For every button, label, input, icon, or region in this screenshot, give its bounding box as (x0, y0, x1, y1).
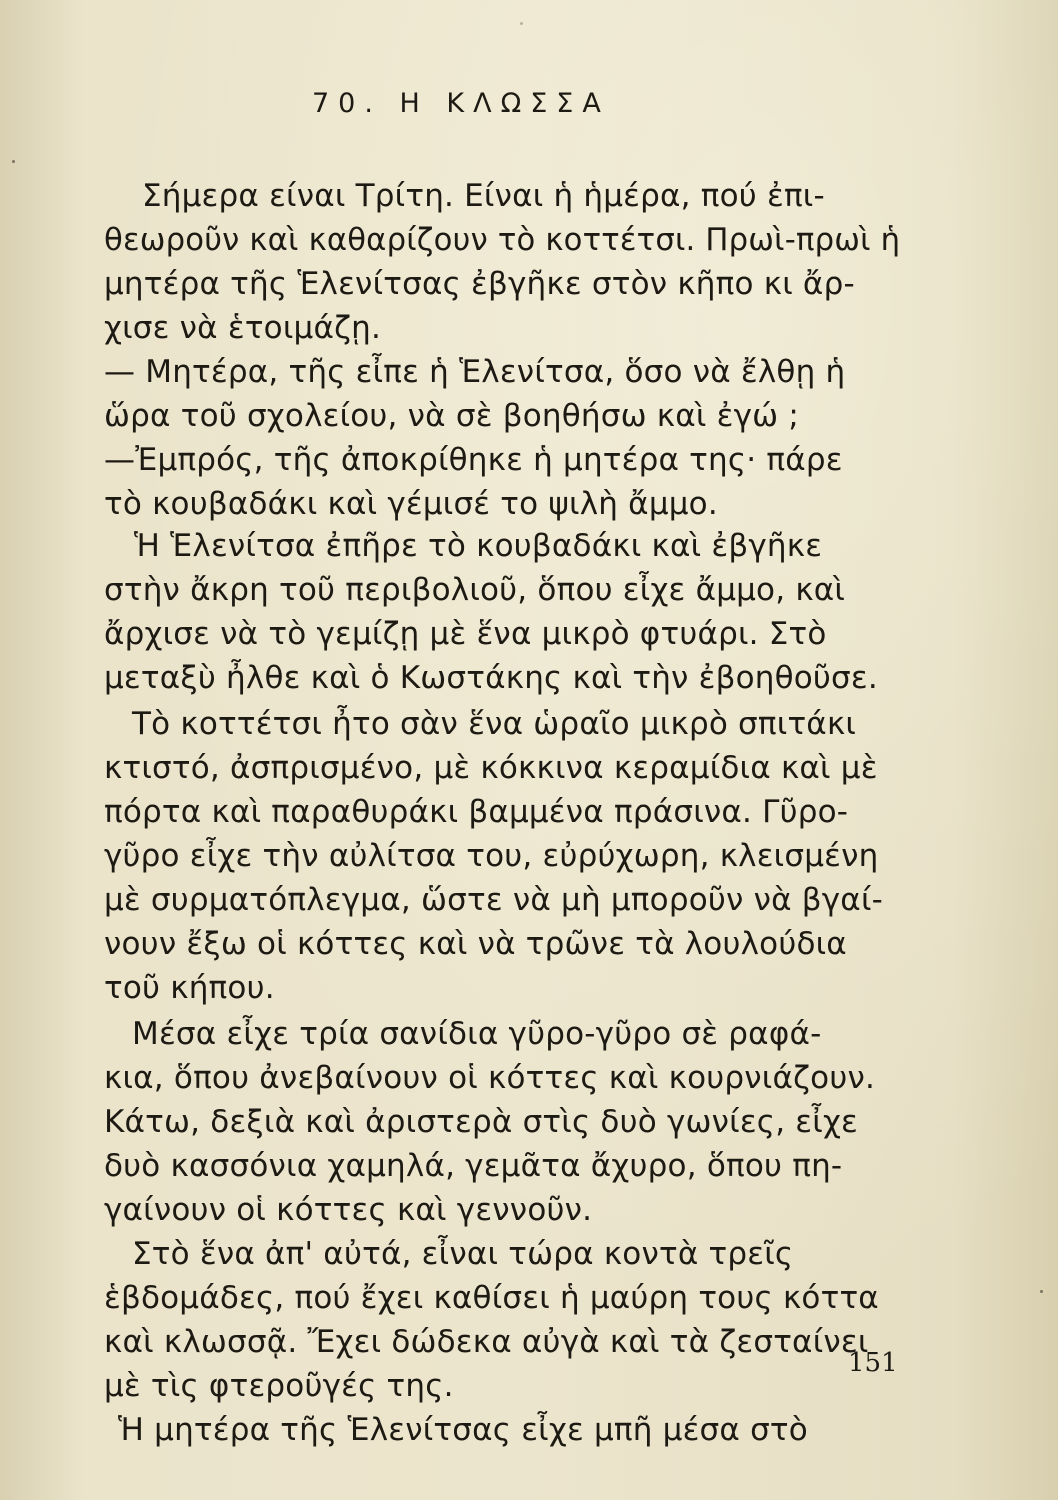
text-line: νουν ἔξω οἱ κόττες καὶ νὰ τρῶνε τὰ λουλούδια (104, 926, 847, 962)
text-line: —Ἐμπρός, τῆς ἀποκρίθηκε ἡ μητέρα της· πάρε (104, 442, 843, 478)
print-speck (520, 22, 523, 25)
text-line: μητέρα τῆς Ἑλενίτσας ἐβγῆκε στὸν κῆπο κι ἄρ- (104, 266, 855, 302)
text-line: τοῦ κήπου. (104, 970, 275, 1006)
text-line: κια, ὅπου ἀνεβαίνουν οἱ κόττες καὶ κουρνιάζουν. (104, 1060, 876, 1096)
print-speck (1040, 1290, 1043, 1293)
chapter-title: 70. Η ΚΛΩΣΣΑ (312, 88, 610, 119)
text-line: Κάτω, δεξιὰ καὶ ἀριστερὰ στὶς δυὸ γωνίες, εἶχε (104, 1104, 859, 1140)
text-line: στὴν ἄκρη τοῦ περιβολιοῦ, ὅπου εἶχε ἄμμο, καὶ (104, 572, 846, 608)
text-line: Σήμερα είναι Τρίτη. Είναι ἡ ἡμέρα, πού ἐπι- (142, 178, 825, 214)
text-line: ἄρχισε νὰ τὸ γεμίζῃ μὲ ἕνα μικρὸ φτυάρι. Στὸ (104, 616, 827, 652)
text-line: δυὸ κασσόνια χαμηλά, γεμᾶτα ἄχυρο, ὅπου πη- (104, 1148, 843, 1184)
text-line: πόρτα καὶ παραθυράκι βαμμένα πράσινα. Γῦρο- (104, 794, 849, 830)
text-line: τὸ κουβαδάκι καὶ γέμισέ το ψιλὴ ἄμμο. (104, 486, 718, 522)
text-line: γῦρο εἶχε τὴν αὐλίτσα του, εὐρύχωρη, κλεισμένη (104, 838, 879, 874)
text-line: Στὸ ἕνα ἀπ' αὐτά, εἶναι τώρα κοντὰ τρεῖς (132, 1236, 794, 1272)
text-line: χισε νὰ ἑτοιμάζῃ. (104, 310, 382, 346)
text-line: κτιστό, ἀσπρισμένο, μὲ κόκκινα κεραμίδια καὶ μὲ (104, 750, 878, 786)
text-line: Ἡ Ἑλενίτσα ἐπῆρε τὸ κουβαδάκι καὶ ἐβγῆκε (134, 528, 823, 564)
text-line: μὲ συρματόπλεγμα, ὥστε νὰ μὴ μποροῦν νὰ βγαί- (104, 882, 884, 918)
text-line: ἑβδομάδες, πού ἔχει καθίσει ἡ μαύρη τους κόττα (104, 1280, 879, 1316)
text-line: Τὸ κοττέτσι ἦτο σὰν ἕνα ὡραῖο μικρὸ σπιτάκι (132, 706, 857, 742)
page-number: 151 (848, 1348, 898, 1378)
text-line: Μέσα εἶχε τρία σανίδια γῦρο-γῦρο σὲ ραφά- (132, 1016, 822, 1052)
print-speck (12, 160, 15, 163)
text-line: μὲ τὶς φτεροῦγές της. (104, 1368, 454, 1404)
text-line: καὶ κλωσσᾷ. Ἔχει δώδεκα αὐγὰ καὶ τὰ ζεσταίνει (104, 1324, 869, 1360)
text-line: — Μητέρα, τῆς εἶπε ἡ Ἑλενίτσα, ὅσο νὰ ἔλθῃ ἡ (104, 354, 846, 390)
text-line: μεταξὺ ἦλθε καὶ ὁ Κωστάκης καὶ τὴν ἐβοηθοῦσε. (104, 660, 878, 696)
text-line: Ἡ μητέρα τῆς Ἑλενίτσας εἶχε μπῆ μέσα στὸ (118, 1412, 808, 1448)
text-line: θεωροῦν καὶ καθαρίζουν τὸ κοττέτσι. Πρωὶ-πρωὶ ἡ (104, 222, 901, 258)
text-line: γαίνουν οἱ κόττες καὶ γεννοῦν. (104, 1192, 593, 1228)
text-line: ὥρα τοῦ σχολείου, νὰ σὲ βοηθήσω καὶ ἐγώ ; (104, 398, 800, 434)
